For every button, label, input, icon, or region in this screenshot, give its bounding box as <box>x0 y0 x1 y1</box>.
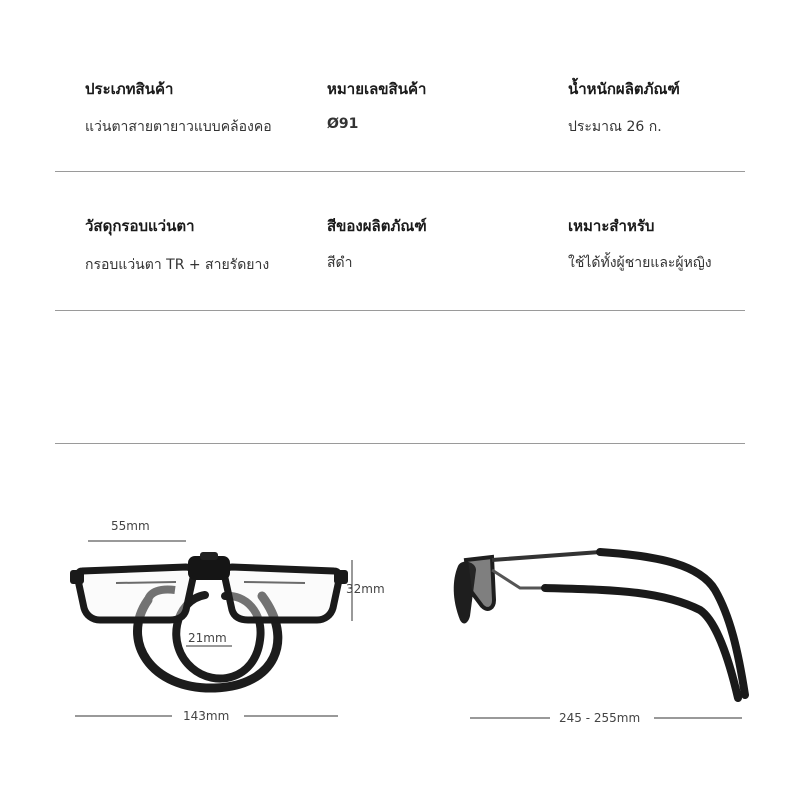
temple-length-dimension: 245 - 255mm <box>559 711 641 725</box>
product-color-label: สีของผลิตภัณฑ์ <box>327 217 427 235</box>
suitable-for-value: ใช้ได้ทั้งผู้ชายและผู้หญิง <box>568 255 712 271</box>
front-view-glasses <box>70 552 348 688</box>
product-weight-value: ประมาณ 26 ก. <box>568 119 662 135</box>
lens-height-dimension: 32mm <box>346 582 385 596</box>
bridge-dimension: 21mm <box>188 631 227 645</box>
frame-material-value: กรอบแว่นตา TR + สายรัดยาง <box>85 257 270 273</box>
product-number-label: หมายเลขสินค้า <box>327 80 427 98</box>
suitable-for-label: เหมาะสำหรับ <box>568 217 655 235</box>
frame-material-label: วัสดุกรอบแว่นตา <box>85 217 195 235</box>
product-type-label: ประเภทสินค้า <box>85 80 174 98</box>
side-view-glasses <box>454 552 745 698</box>
lens-width-dimension: 55mm <box>111 519 150 533</box>
total-width-dimension: 143mm <box>183 709 230 723</box>
product-color-value: สีดำ <box>327 255 353 271</box>
product-type-value: แว่นตาสายตายาวแบบคล้องคอ <box>85 119 272 135</box>
product-number-value: Ø91 <box>327 116 359 132</box>
product-weight-label: น้ำหนักผลิตภัณฑ์ <box>568 80 680 98</box>
